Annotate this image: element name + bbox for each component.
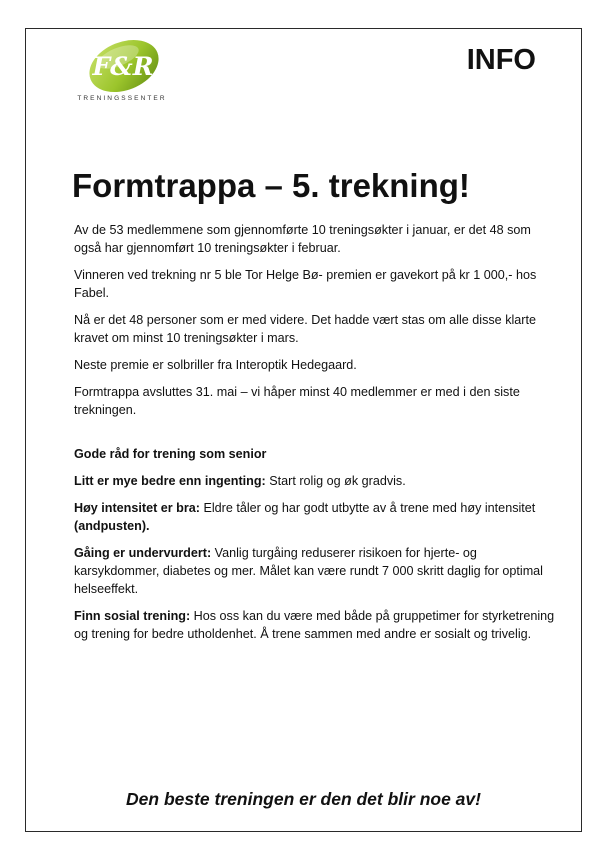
advice-text: Vanlig turgåing reduserer risikoen for hjerte- og karsykdommer, diabetes og mer. Målet kan være rundt 7 000 skritt daglig for optimal helseeffekt. bbox=[74, 546, 543, 596]
advice-item bbox=[74, 544, 556, 598]
advice-heading: Gode råd for trening som senior bbox=[74, 447, 267, 461]
advice-item bbox=[74, 472, 556, 490]
page-title: Formtrappa – 5. trekning! bbox=[72, 167, 470, 204]
advice-lead: Høy intensitet er bra: bbox=[74, 501, 200, 515]
logo-badge-icon bbox=[72, 37, 172, 95]
advice-text: Start rolig og øk gradvis. bbox=[265, 474, 406, 488]
logo-text: F&R bbox=[92, 52, 154, 81]
document-page bbox=[25, 28, 582, 832]
logo bbox=[72, 37, 172, 109]
advice-text: Hos oss kan du være med både på gruppetimer for styrketrening og trening for bedre utholdenhet. Å trene sammen med andre er sosialt og trivelig. bbox=[74, 609, 555, 641]
footer-slogan: Den beste treningen er den det blir noe av! bbox=[126, 789, 481, 809]
paragraph: Nå er det 48 personer som er med videre. Det hadde vært stas om alle disse klarte kravet om minst 10 treningsøkter i mars. bbox=[74, 313, 536, 345]
advice-lead: Litt er mye bedre enn ingenting: bbox=[74, 474, 266, 488]
paragraph: Formtrappa avsluttes 31. mai – vi håper minst 40 medlemmer er med i den siste trekningen. bbox=[74, 385, 520, 417]
logo-tagline: TRENINGSSENTER bbox=[77, 95, 167, 102]
advice-lead: Finn sosial trening: bbox=[74, 609, 191, 623]
advice-text: Eldre tåler og har godt utbytte av å trene med høy intensitet bbox=[199, 501, 536, 515]
paragraph: Av de 53 medlemmene som gjennomførte 10 treningsøkter i januar, er det 48 som også har gjennomført 10 treningsøkter i februar. bbox=[74, 223, 531, 255]
paragraph: Vinneren ved trekning nr 5 ble Tor Helge Bø- premien er gavekort på kr 1 000,- hos Fabel. bbox=[74, 268, 537, 300]
advice-item bbox=[74, 499, 556, 535]
info-label: INFO bbox=[466, 44, 536, 76]
advice-tail: (andpusten). bbox=[74, 519, 150, 533]
article-body bbox=[74, 221, 556, 652]
advice-lead: Gåing er undervurdert: bbox=[74, 546, 212, 560]
paragraph: Neste premie er solbriller fra Interoptik Hedegaard. bbox=[74, 358, 357, 372]
advice-item bbox=[74, 607, 556, 643]
